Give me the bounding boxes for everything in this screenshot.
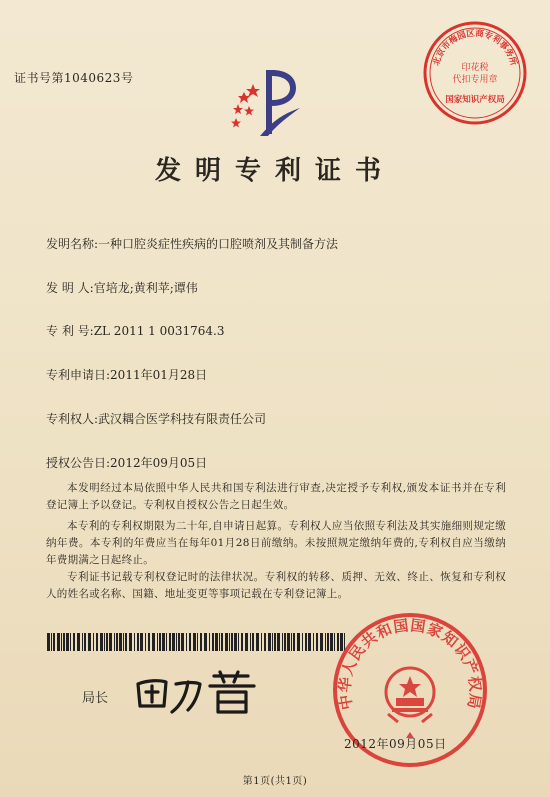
- field-patent-number: [46, 322, 225, 339]
- grant-date-value: 2012年09月05日: [110, 456, 208, 470]
- svg-text:中华人民共和国国家知识产权局: [336, 616, 485, 711]
- patent-office-logo: [222, 62, 306, 140]
- director-title: 局长: [82, 691, 109, 706]
- field-filing-date: [46, 366, 207, 383]
- director-signature: [130, 662, 260, 717]
- paragraph-legal-status: 专利证书记载专利权登记时的法律状况。专利权的转移、质押、无效、终止、恢复和专利权人的姓名或名称、国籍、地址变更等事项记载在专利登记簿上。: [46, 571, 506, 600]
- seal-small-bottom-text: 国家知识产权局: [445, 95, 505, 105]
- inventors-label: 发 明 人:: [46, 281, 94, 295]
- star-icon: [238, 92, 250, 103]
- logo-stars: [231, 84, 260, 128]
- patent-number-label: 专 利 号:: [46, 324, 94, 338]
- patentee-value: 武汉耦合医学科技有限责任公司: [98, 412, 267, 426]
- seal-big-text: 中华人民共和国国家知识产权局: [335, 616, 485, 712]
- star-icon: [231, 118, 241, 128]
- issue-date: 2012年09月05日: [344, 737, 447, 751]
- barcode: [47, 633, 345, 651]
- seal-small-top-text: 北京市梅园区商专利事务所: [431, 28, 519, 67]
- page-title: 发明专利证书: [154, 156, 395, 186]
- stamp-duty-seal: [420, 18, 530, 128]
- star-icon: [244, 106, 254, 116]
- field-grant-date: [46, 454, 207, 471]
- star-icon: [233, 104, 243, 114]
- patentee-label: 专利权人:: [46, 412, 99, 426]
- seal-small-center-1: 印花税: [461, 63, 489, 73]
- star-icon: [246, 84, 260, 97]
- invention-name-value: 一种口腔炎症性疾病的口腔喷剂及其制备方法: [98, 237, 339, 251]
- filing-date-label: 专利申请日:: [46, 368, 111, 382]
- seal-small-center-2: 代扣专用章: [452, 75, 498, 85]
- page-footer: 第1页(共1页): [242, 776, 308, 787]
- invention-name-label: 发明名称:: [46, 237, 99, 251]
- national-emblem-icon: [386, 668, 434, 738]
- field-invention-name: [46, 235, 338, 252]
- paragraph-term-and-fees: 本专利的专利权期限为二十年,自申请日起算。专利权人应当依照专利法及其实施细则规定缴纳年费。本专利的年费应当在每年01月28日前缴纳。未按照规定缴纳年费的,专利权自应当缴纳年费期满之日起终止。: [46, 520, 506, 566]
- field-patentee: [46, 410, 266, 427]
- paragraph-grant-statement: 本发明经过本局依照中华人民共和国专利法进行审查,决定授予专利权,颁发本证书并在专利登记簿上予以登记。专利权自授权公告之日起生效。: [46, 482, 506, 511]
- filing-date-value: 2011年01月28日: [110, 368, 208, 382]
- logo-p-shape: [266, 70, 296, 134]
- grant-date-label: 授权公告日:: [46, 456, 111, 470]
- certificate-number: 证书号第1040623号: [14, 71, 134, 85]
- inventors-value: 官培龙;黄利苹;谭伟: [93, 281, 198, 295]
- patent-number-value: ZL 2011 1 0031764.3: [93, 324, 225, 338]
- field-inventors: [46, 279, 198, 296]
